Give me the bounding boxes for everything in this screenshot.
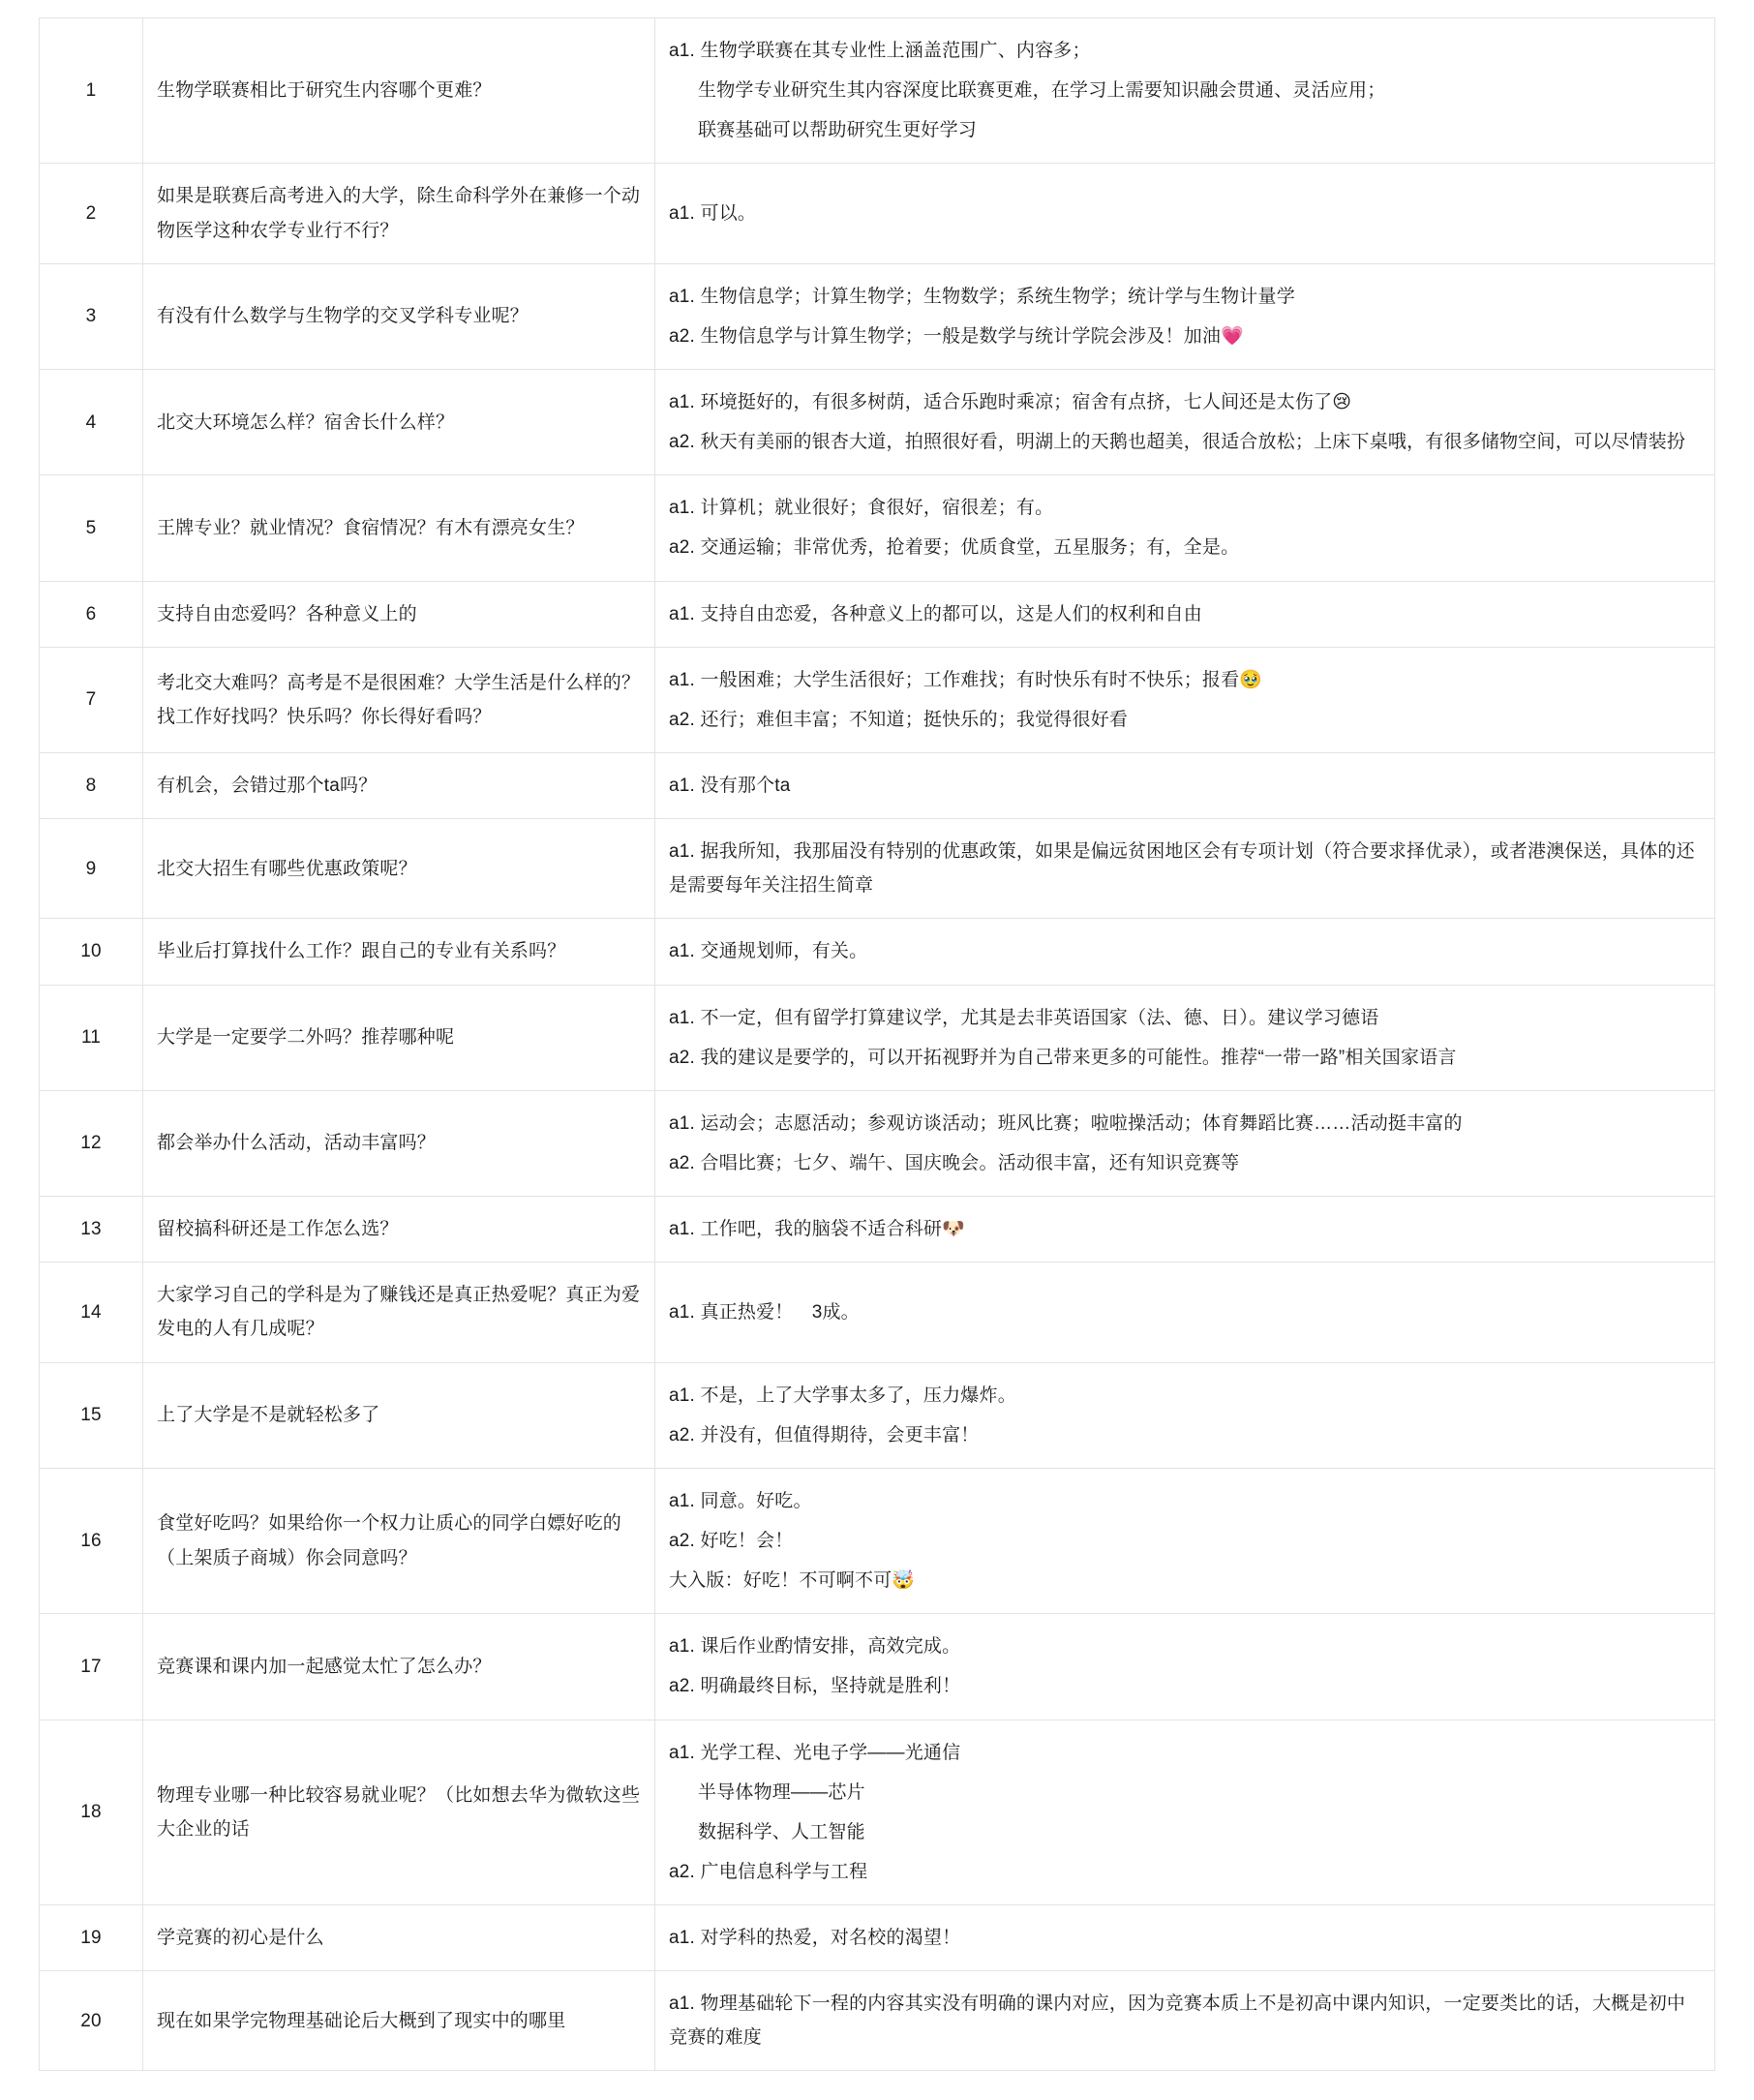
answer-line: a1. 一般困难；大学生活很好；工作难找；有时快乐有时不快乐；报看🥹 xyxy=(669,669,1263,690)
question-text: 北交大招生有哪些优惠政策呢？ xyxy=(157,858,417,879)
answer-line: a1. 不是，上了大学事太多了，压力爆炸。 xyxy=(669,1385,1016,1406)
answer-cell xyxy=(655,647,1715,752)
answer-line: a1. 据我所知，我那届没有特别的优惠政策，如果是偏远贫困地区会有专项计划（符合要求择优录），或者港澳保送，具体的还是需要每年关注招生简章 xyxy=(669,841,1695,897)
row-index: 17 xyxy=(40,1614,143,1720)
answer-cell xyxy=(655,752,1715,818)
answer-cell xyxy=(655,919,1715,985)
question-text: 大家学习自己的学科是为了赚钱还是真正热爱呢？真正为爱发电的人有几成呢？ xyxy=(157,1285,641,1340)
answer-cell xyxy=(655,581,1715,647)
answer-line: a1. 课后作业酌情安排，高效完成。 xyxy=(669,1636,961,1658)
answer-line: a1. 支持自由恋爱，各种意义上的都可以，这是人们的权利和自由 xyxy=(669,603,1202,624)
row-index: 8 xyxy=(40,752,143,818)
row-index: 7 xyxy=(40,647,143,752)
answer-cell xyxy=(655,1362,1715,1468)
question-text: 北交大环境怎么样？宿舍长什么样？ xyxy=(157,411,455,433)
table-row xyxy=(40,18,1715,164)
answer-line: a1. 光学工程、光电子学——光通信 xyxy=(669,1742,961,1763)
answer-line: a1. 真正热爱！ 3成。 xyxy=(669,1301,860,1323)
question-text: 毕业后打算找什么工作？跟自己的专业有关系吗？ xyxy=(157,941,566,962)
question-text: 上了大学是不是就轻松多了 xyxy=(157,1405,380,1426)
question-text: 留校搞科研还是工作怎么选？ xyxy=(157,1219,399,1240)
row-index: 6 xyxy=(40,581,143,647)
question-cell xyxy=(143,1263,655,1362)
row-index: 1 xyxy=(40,18,143,164)
answer-line: a2. 交通运输；非常优秀，抢着要；优质食堂，五星服务；有，全是。 xyxy=(669,537,1240,559)
answer-line: 半导体物理——芯片 xyxy=(698,1781,865,1803)
question-text: 竞赛课和课内加一起感觉太忙了怎么办？ xyxy=(157,1656,492,1677)
answer-cell xyxy=(655,985,1715,1090)
question-text: 王牌专业？就业情况？食宿情况？有木有漂亮女生？ xyxy=(157,517,585,538)
answer-line: a2. 生物信息学与计算生物学；一般是数学与统计学院会涉及！加油💗 xyxy=(669,325,1244,347)
question-text: 考北交大难吗？高考是不是很困难？大学生活是什么样的？找工作好找吗？快乐吗？你长得好看吗？ xyxy=(157,672,641,727)
row-index: 12 xyxy=(40,1090,143,1196)
question-cell xyxy=(143,581,655,647)
row-index: 9 xyxy=(40,819,143,919)
row-index: 3 xyxy=(40,263,143,369)
question-text: 都会举办什么活动，活动丰富吗？ xyxy=(157,1133,437,1154)
row-index: 13 xyxy=(40,1197,143,1263)
question-text: 大学是一定要学二外吗？推荐哪种呢 xyxy=(157,1027,455,1049)
row-index: 16 xyxy=(40,1468,143,1613)
answer-cell xyxy=(655,819,1715,919)
answer-line: a2. 合唱比赛；七夕、端午、国庆晚会。活动很丰富，还有知识竞赛等 xyxy=(669,1152,1240,1173)
table-row xyxy=(40,1090,1715,1196)
answer-line: a2. 好吃！会！ xyxy=(669,1530,794,1551)
answer-cell xyxy=(655,1090,1715,1196)
answer-line: 数据科学、人工智能 xyxy=(698,1821,865,1842)
row-index: 20 xyxy=(40,1971,143,2071)
answer-cell xyxy=(655,369,1715,474)
table-row xyxy=(40,647,1715,752)
answer-cell xyxy=(655,1468,1715,1613)
table-row xyxy=(40,1905,1715,1971)
question-cell xyxy=(143,1197,655,1263)
question-text: 食堂好吃吗？如果给你一个权力让质心的同学白嫖好吃的（上架质子商城）你会同意吗？ xyxy=(157,1513,622,1568)
answer-line: a1. 运动会；志愿活动；参观访谈活动；班风比赛；啦啦操活动；体育舞蹈比赛……活动挺丰富的 xyxy=(669,1112,1463,1134)
question-text: 物理专业哪一种比较容易就业呢？（比如想去华为微软这些大企业的话 xyxy=(157,1784,641,1840)
question-cell xyxy=(143,164,655,263)
answer-line: a1. 生物学联赛在其专业性上涵盖范围广、内容多； xyxy=(669,41,1091,61)
answer-cell xyxy=(655,1614,1715,1720)
question-cell xyxy=(143,475,655,581)
question-cell xyxy=(143,263,655,369)
qa-table xyxy=(39,17,1715,2071)
answer-cell xyxy=(655,1905,1715,1971)
answer-cell xyxy=(655,1720,1715,1905)
table-row xyxy=(40,1720,1715,1905)
answer-line: a1. 计算机；就业很好；食很好，宿很差；有。 xyxy=(669,498,1054,519)
question-cell xyxy=(143,752,655,818)
question-text: 学竞赛的初心是什么 xyxy=(157,1928,324,1949)
answer-line: 联赛基础可以帮助研究生更好学习 xyxy=(698,120,978,141)
table-row xyxy=(40,581,1715,647)
question-cell xyxy=(143,1971,655,2071)
table-row xyxy=(40,263,1715,369)
answer-line: a1. 工作吧，我的脑袋不适合科研🐶 xyxy=(669,1219,965,1240)
question-text: 有机会，会错过那个ta吗？ xyxy=(157,775,378,796)
answer-cell xyxy=(655,1263,1715,1362)
answer-line: a1. 没有那个ta xyxy=(669,775,791,796)
table-row xyxy=(40,819,1715,919)
row-index: 4 xyxy=(40,369,143,474)
qa-table-body xyxy=(40,18,1715,2071)
table-row xyxy=(40,1197,1715,1263)
question-text: 现在如果学完物理基础论后大概到了现实中的哪里 xyxy=(157,2010,566,2031)
answer-line: a1. 可以。 xyxy=(669,202,757,224)
answer-line: a1. 对学科的热爱，对名校的渴望！ xyxy=(669,1928,961,1949)
question-cell xyxy=(143,18,655,164)
row-index: 18 xyxy=(40,1720,143,1905)
table-row xyxy=(40,1263,1715,1362)
question-cell xyxy=(143,1614,655,1720)
answer-cell xyxy=(655,475,1715,581)
answer-line: a1. 同意。好吃。 xyxy=(669,1490,812,1511)
question-cell xyxy=(143,1720,655,1905)
table-row xyxy=(40,919,1715,985)
question-text: 生物学联赛相比于研究生内容哪个更难？ xyxy=(157,80,492,102)
question-text: 如果是联赛后高考进入的大学，除生命科学外在兼修一个动物医学这种农学专业行不行？ xyxy=(157,186,641,241)
table-row xyxy=(40,1468,1715,1613)
row-index: 19 xyxy=(40,1905,143,1971)
answer-line: a2. 广电信息科学与工程 xyxy=(669,1861,868,1882)
row-index: 5 xyxy=(40,475,143,581)
row-index: 11 xyxy=(40,985,143,1090)
answer-line: 大入版：好吃！不可啊不可🤯 xyxy=(669,1570,916,1592)
question-text: 有没有什么数学与生物学的交叉学科专业呢？ xyxy=(157,306,529,327)
answer-line: a2. 明确最终目标，坚持就是胜利！ xyxy=(669,1676,961,1697)
answer-line: a2. 我的建议是要学的，可以开拓视野并为自己带来更多的可能性。推荐“一带一路”相关国家语言 xyxy=(669,1047,1457,1068)
table-row xyxy=(40,985,1715,1090)
question-cell xyxy=(143,647,655,752)
answer-line: a2. 并没有，但值得期待，会更丰富！ xyxy=(669,1424,980,1446)
question-cell xyxy=(143,1362,655,1468)
answer-cell xyxy=(655,18,1715,164)
answer-cell xyxy=(655,1971,1715,2071)
table-row xyxy=(40,1614,1715,1720)
answer-line: 生物学专业研究生其内容深度比联赛更难，在学习上需要知识融会贯通、灵活应用； xyxy=(698,80,1386,102)
table-row xyxy=(40,164,1715,263)
row-index: 15 xyxy=(40,1362,143,1468)
table-row xyxy=(40,369,1715,474)
answer-line: a1. 环境挺好的，有很多树荫，适合乐跑时乘凉；宿舍有点挤，七人间还是太伤了😢 xyxy=(669,391,1352,412)
answer-line: a1. 交通规划师，有关。 xyxy=(669,941,868,962)
question-cell xyxy=(143,1090,655,1196)
table-row xyxy=(40,1362,1715,1468)
question-cell xyxy=(143,919,655,985)
answer-line: a1. 物理基础轮下一程的内容其实没有明确的课内对应，因为竞赛本质上不是初高中课内知识，一定要类比的话，大概是初中竞赛的难度 xyxy=(669,1993,1686,2049)
question-cell xyxy=(143,1468,655,1613)
question-cell xyxy=(143,369,655,474)
question-cell xyxy=(143,985,655,1090)
answer-line: a1. 不一定，但有留学打算建议学，尤其是去非英语国家（法、德、日）。建议学习德语 xyxy=(669,1007,1379,1028)
question-text: 支持自由恋爱吗？各种意义上的 xyxy=(157,603,417,624)
answer-cell xyxy=(655,263,1715,369)
question-cell xyxy=(143,1905,655,1971)
answer-cell xyxy=(655,164,1715,263)
row-index: 2 xyxy=(40,164,143,263)
answer-line: a1. 生物信息学；计算生物学；生物数学；系统生物学；统计学与生物计量学 xyxy=(669,286,1295,307)
row-index: 10 xyxy=(40,919,143,985)
table-row xyxy=(40,475,1715,581)
table-row xyxy=(40,1971,1715,2071)
table-row xyxy=(40,752,1715,818)
row-index: 14 xyxy=(40,1263,143,1362)
question-cell xyxy=(143,819,655,919)
answer-line: a2. 还行；难但丰富；不知道；挺快乐的；我觉得很好看 xyxy=(669,709,1129,730)
answer-cell xyxy=(655,1197,1715,1263)
answer-line: a2. 秋天有美丽的银杏大道，拍照很好看，明湖上的天鹅也超美，很适合放松；上床下桌哦，有很多储物空间，可以尽情装扮 xyxy=(669,432,1686,453)
